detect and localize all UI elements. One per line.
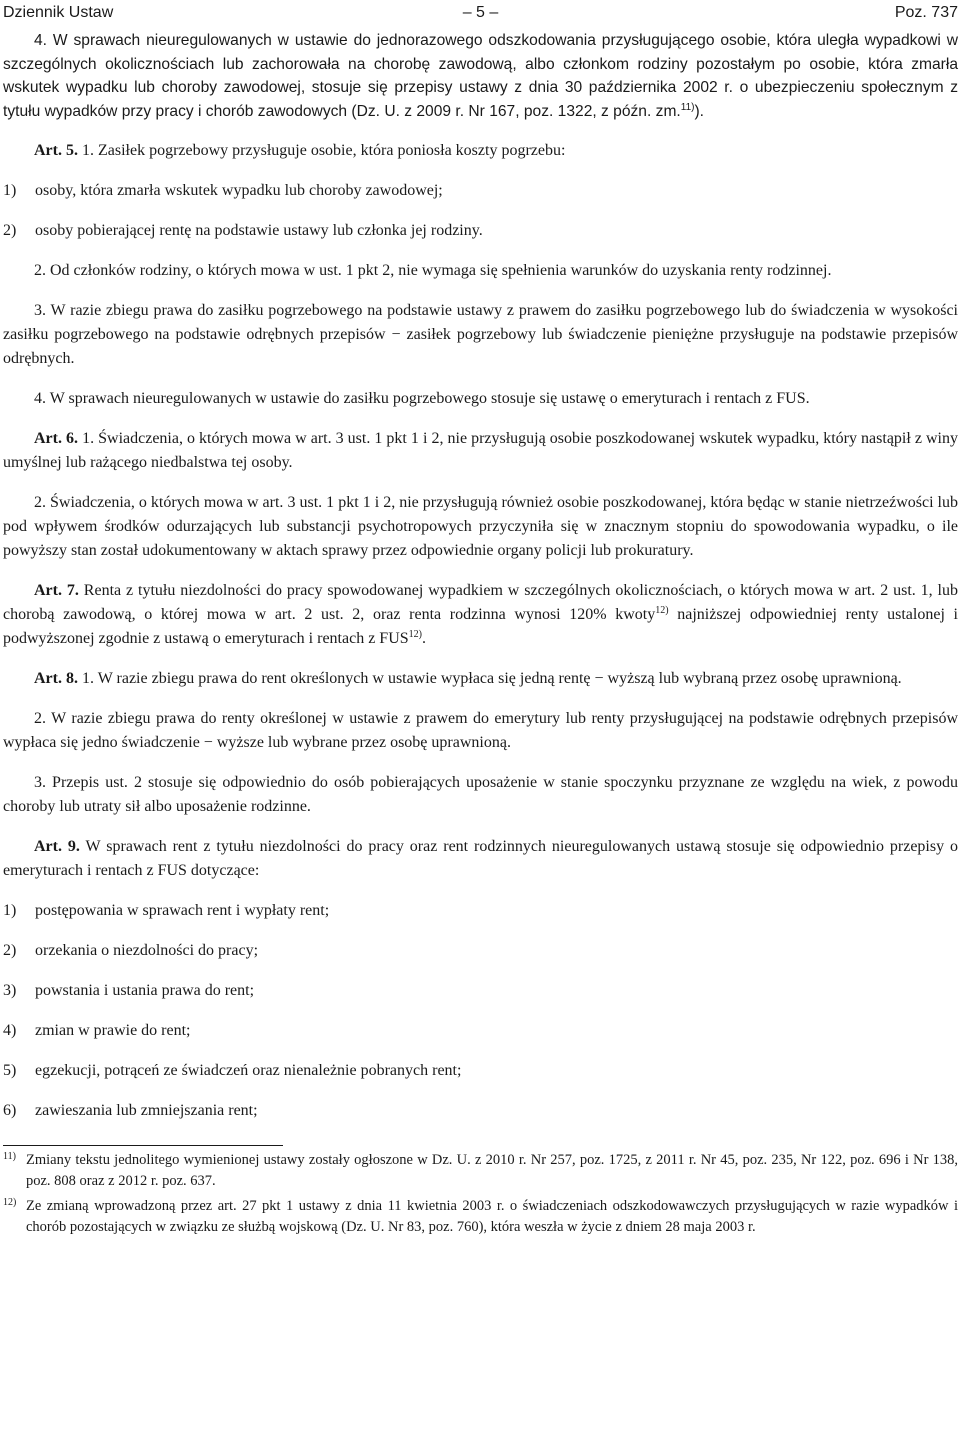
art6-paragraph-1: Art. 6. 1. Świadczenia, o których mowa w art. 3 ust. 1 pkt 1 i 2, nie przysługują osobie poszkodowanej wskutek wypadku, który nastąpił z winy umyślnej lub rażącego niedbalstwa tej osoby. (3, 430, 959, 471)
art9-list-item-5: 5) egzekucji, potrąceń ze świadczeń oraz nienależnie pobranych rent; (3, 1062, 462, 1079)
art7-paragraph: Art. 7. Renta z tytułu niezdolności do pracy spowodowanej wypadkiem w szczególnych okolicznościach, o których mowa w art. 2 ust. 1, lub chorobą zawodową, o której mowa w art. 2 ust. 2, oraz renta rodzinna wynosi 120% kwoty$^{12)}$ najniższej odpowiedniej renty ustalonej i podwyższonej zgodnie z ustawą o emeryturach i rentach z FUS$^{12)}$. (3, 582, 959, 647)
art6-label: Art. 6. (34, 430, 79, 447)
art4-paragraph-4: 4. W sprawach nieuregulowanych w ustawie do jednorazowego odszkodowania przysługującego osobie, która uległa wypadkowi w szczególnych okolicznościach lub zachorowała na chorobę zawodową, albo członkom rodziny pozostałym po osobie, która zmarła wskutek wypadku lub choroby zawodowej, stosuje się przepisy ustawy z dnia 30 października 2002 r. o ubezpieczeniu społecznym z tytułu wypadków przy pracy i chorób zawodowych (Dz. U. z 2009 r. Nr 167, poz. 1322, z późn. zm.$^{11)}$). (3, 32, 958, 120)
footnote-11: 11) Zmiany tekstu jednolitego wymienionej ustawy zostały ogłoszone w Dz. U. z 2010 r. Nr 257, poz. 1725, z 2011 r. Nr 45, poz. 235, Nr 122, poz. 696 i Nr 138, poz. 808 oraz z 2012 r. poz. 637. (3, 1151, 958, 1189)
art5-label: Art. 5. (34, 142, 78, 159)
journal-title: Dziennik Ustaw (3, 4, 114, 21)
art7-label: Art. 7. (34, 582, 79, 599)
art5-paragraph-3: 3. W razie zbiegu prawa do zasiłku pogrzebowego na podstawie ustawy z prawem do zasiłku pogrzebowego lub do świadczenia w wysokości zasiłku pogrzebowego na podstawie odrębnych przepisów − zasiłek pogrzebowy lub świadczenie pieniężne przysługuje na podstawie przepisów odrębnych. (3, 302, 958, 367)
art9-list-item-4: 4) zmian w prawie do rent; (3, 1022, 191, 1039)
page-number: – 5 – (462, 4, 499, 21)
art5-list-item-2: 2) osoby pobierającej rentę na podstawie ustawy lub członka jej rodziny. (3, 222, 483, 239)
art8-paragraph-1: Art. 8. 1. W razie zbiegu prawa do rent określonych w ustawie wypłaca się jedną rentę − wyższą lub wybraną przez osobę uprawnioną. (34, 670, 902, 687)
art9-paragraph: Art. 9. W sprawach rent z tytułu niezdolności do pracy oraz rent rodzinnych nieuregulowanych ustawą stosuje się odpowiednio przepisy o emeryturach i rentach z FUS dotyczące: (3, 838, 959, 879)
art9-list-item-2: 2) orzekania o niezdolności do pracy; (3, 942, 259, 959)
footnote-ref-12[interactable]: 12) (655, 605, 669, 616)
art9-label: Art. 9. (34, 838, 80, 855)
art6-paragraph-2: 2. Świadczenia, o których mowa w art. 3 ust. 1 pkt 1 i 2, nie przysługują również osobie poszkodowanej, która będąc w stanie nietrzeźwości lub pod wpływem środków odurzających lub substancji psychotropowych przyczyniła się w znacznym stopniu do spowodowania wypadku, o ile powyższy stan został udokumentowany w aktach sprawy przez odpowiednie organy policji lub prokuratury. (3, 494, 958, 559)
footnote-divider (3, 1145, 283, 1146)
art5-paragraph-2: 2. Od członków rodziny, o których mowa w ust. 1 pkt 2, nie wymaga się spełnienia warunków do uzyskania renty rodzinnej. (34, 262, 832, 279)
art8-paragraph-2: 2. W razie zbiegu prawa do renty określonej w ustawie z prawem do emerytury lub renty przysługującej na podstawie odrębnych przepisów wypłaca się jedno świadczenie − wyższe lub wybrane przez osobę uprawnioną. (3, 710, 958, 751)
art8-label: Art. 8. (34, 670, 78, 687)
art9-list-item-3: 3) powstania i ustania prawa do rent; (3, 982, 255, 999)
art5-paragraph-4: 4. W sprawach nieuregulowanych w ustawie do zasiłku pogrzebowego stosuje się ustawę o emeryturach i rentach z FUS. (34, 390, 810, 407)
page-header (3, 1, 958, 25)
footnote-ref-12[interactable]: 12) (408, 629, 422, 640)
footnote-12: 12) Ze zmianą wprowadzoną przez art. 27 pkt 1 ustawy z dnia 11 kwietnia 2003 r. o świadczeniach odszkodowawczych przysługujących w razie wypadków i chorób pozostających w związku ze służbą wojskową (Dz. U. Nr 83, poz. 760), która weszła w życie z dniem 28 maja 2003 r. (3, 1197, 958, 1235)
art5-paragraph-1: Art. 5. 1. Zasiłek pogrzebowy przysługuje osobie, która poniosła koszty pogrzebu: (34, 142, 566, 159)
position-number: Poz. 737 (894, 4, 958, 21)
art8-paragraph-3: 3. Przepis ust. 2 stosuje się odpowiednio do osób pobierających uposażenie w stanie spoczynku przyznane ze względu na wiek, z powodu choroby lub utraty sił albo uposażenie rodzinne. (3, 774, 958, 815)
art5-list-item-1: 1) osoby, która zmarła wskutek wypadku lub choroby zawodowej; (3, 182, 443, 199)
document-page (0, 1, 960, 1448)
art9-list-item-1: 1) postępowania w sprawach rent i wypłaty rent; (3, 902, 330, 919)
footnote-ref-11[interactable]: 11) (680, 101, 695, 113)
art9-list-item-6: 6) zawieszania lub zmniejszania rent; (3, 1102, 258, 1119)
